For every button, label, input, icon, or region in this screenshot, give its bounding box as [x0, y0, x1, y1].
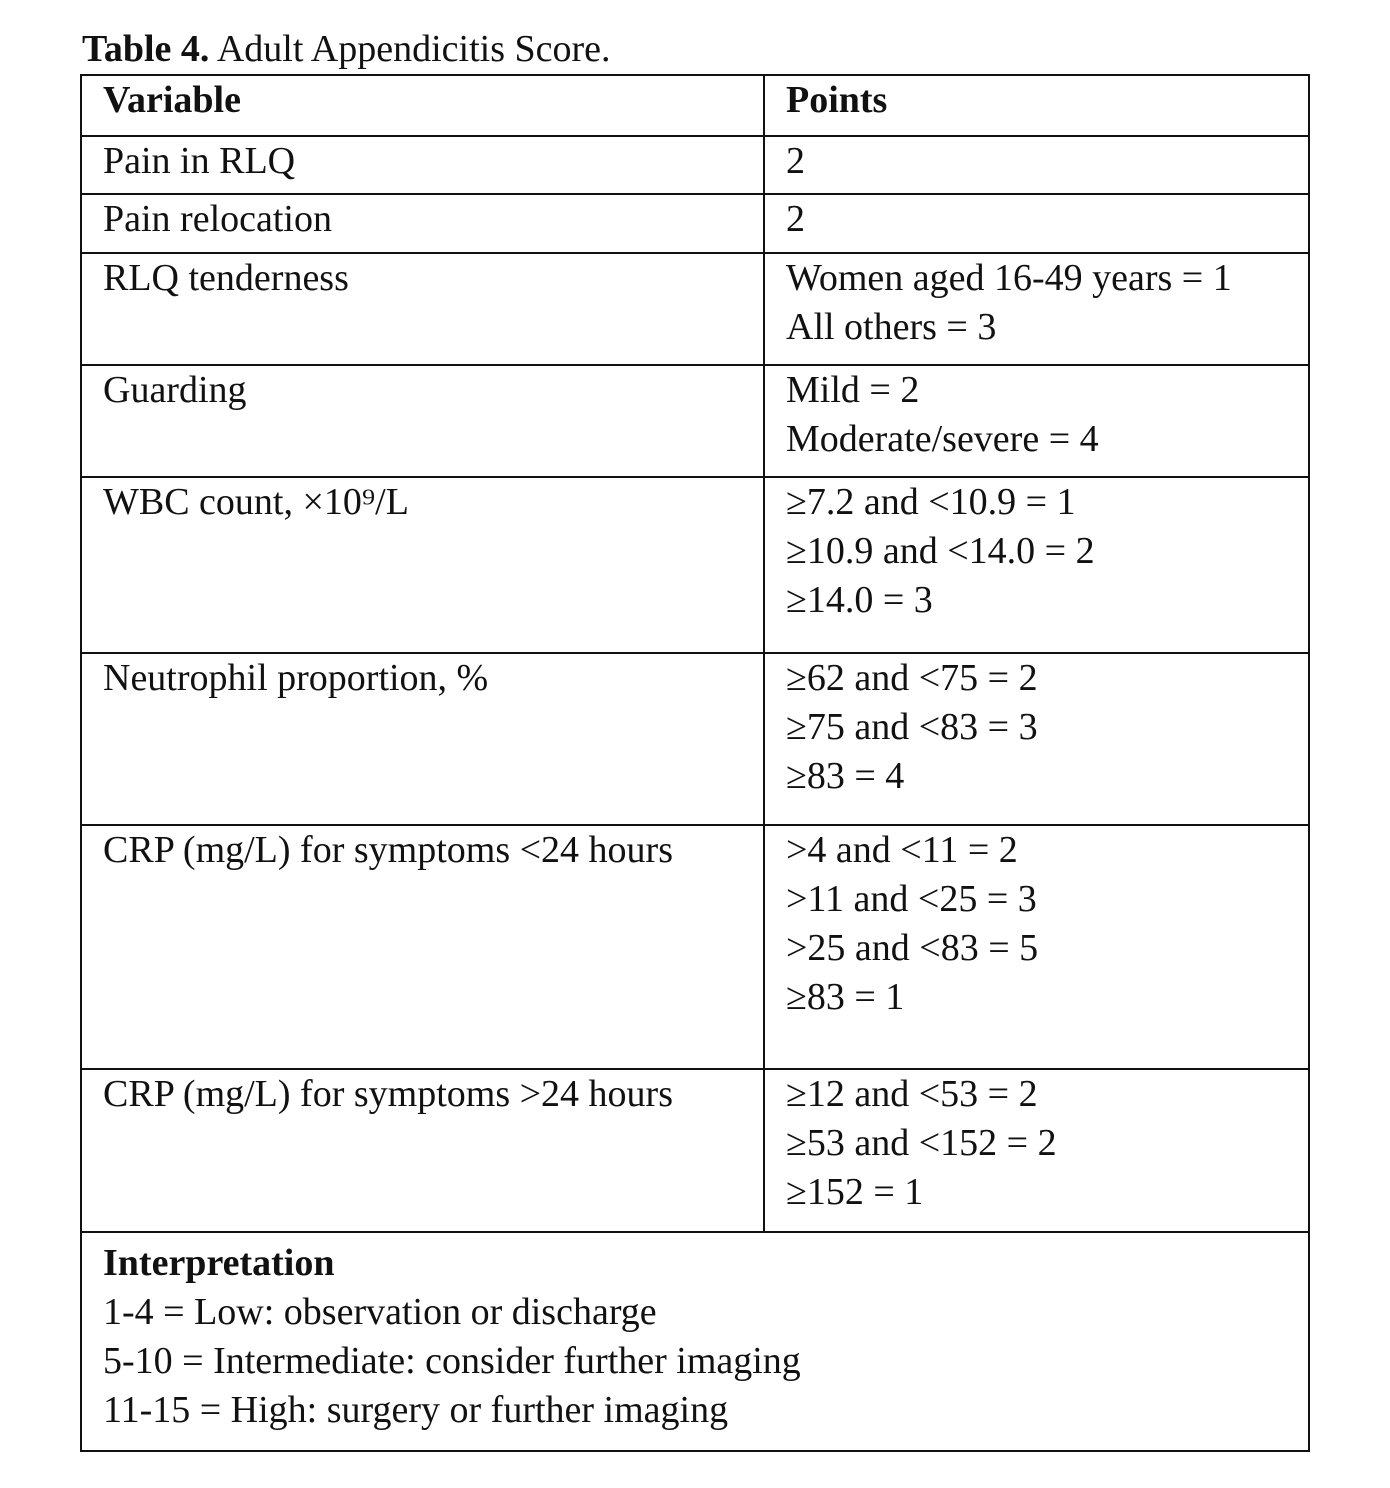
- table-caption: [82, 26, 611, 72]
- variable-cell: Pain relocation: [81, 194, 764, 253]
- points-cell: [764, 365, 1309, 477]
- points-line: ≥12 and <53 = 2: [786, 1073, 1038, 1115]
- table-caption-title: Adult Appendicitis Score.: [216, 28, 611, 70]
- interpretation-cell: [81, 1232, 1309, 1451]
- points-line: ≥7.2 and <10.9 = 1: [786, 481, 1076, 523]
- points-line: Mild = 2: [786, 369, 920, 411]
- points-cell: [764, 825, 1309, 1069]
- points-cell: [764, 194, 1309, 253]
- table-row: [81, 825, 1309, 1069]
- table-row: [81, 1069, 1309, 1232]
- variable-cell: Pain in RLQ: [81, 136, 764, 194]
- points-line: 2: [786, 140, 805, 182]
- points-line: Women aged 16-49 years = 1: [786, 257, 1232, 299]
- points-line: ≥62 and <75 = 2: [786, 657, 1038, 699]
- points-line: >11 and <25 = 3: [786, 878, 1037, 920]
- column-header-points: Points: [764, 75, 1309, 136]
- interpretation-line: 11-15 = High: surgery or further imaging: [103, 1389, 729, 1431]
- points-line: ≥14.0 = 3: [786, 579, 933, 621]
- points-cell: [764, 653, 1309, 825]
- variable-cell: Neutrophil proportion, %: [81, 653, 764, 825]
- table-row: [81, 253, 1309, 365]
- appendicitis-score-table: [80, 74, 1310, 1452]
- points-cell: [764, 477, 1309, 653]
- column-header-variable: Variable: [81, 75, 764, 136]
- points-line: >25 and <83 = 5: [786, 927, 1039, 969]
- table-row: [81, 136, 1309, 194]
- table-row: [81, 477, 1309, 653]
- table-caption-label: Table 4.: [82, 28, 210, 70]
- table-row: [81, 365, 1309, 477]
- points-line: ≥75 and <83 = 3: [786, 706, 1038, 748]
- points-line: ≥53 and <152 = 2: [786, 1122, 1057, 1164]
- points-line: ≥83 = 4: [786, 755, 905, 797]
- variable-cell: WBC count, ×10⁹/L: [81, 477, 764, 653]
- interpretation-row: [81, 1232, 1309, 1451]
- table-header-row: [81, 75, 1309, 136]
- variable-cell: Guarding: [81, 365, 764, 477]
- interpretation-line: 1-4 = Low: observation or discharge: [103, 1291, 657, 1333]
- variable-cell: CRP (mg/L) for symptoms >24 hours: [81, 1069, 764, 1232]
- points-line: All others = 3: [786, 306, 997, 348]
- points-line: 2: [786, 198, 805, 240]
- interpretation-heading: Interpretation: [103, 1242, 335, 1284]
- points-line: Moderate/severe = 4: [786, 418, 1099, 460]
- variable-cell: RLQ tenderness: [81, 253, 764, 365]
- points-line: ≥152 = 1: [786, 1171, 924, 1213]
- points-cell: [764, 253, 1309, 365]
- points-line: ≥83 = 1: [786, 976, 905, 1018]
- points-cell: [764, 1069, 1309, 1232]
- points-line: >4 and <11 = 2: [786, 829, 1018, 871]
- interpretation-line: 5-10 = Intermediate: consider further imaging: [103, 1340, 801, 1382]
- points-cell: [764, 136, 1309, 194]
- table-row: [81, 653, 1309, 825]
- variable-cell: CRP (mg/L) for symptoms <24 hours: [81, 825, 764, 1069]
- points-line: ≥10.9 and <14.0 = 2: [786, 530, 1095, 572]
- table-row: [81, 194, 1309, 253]
